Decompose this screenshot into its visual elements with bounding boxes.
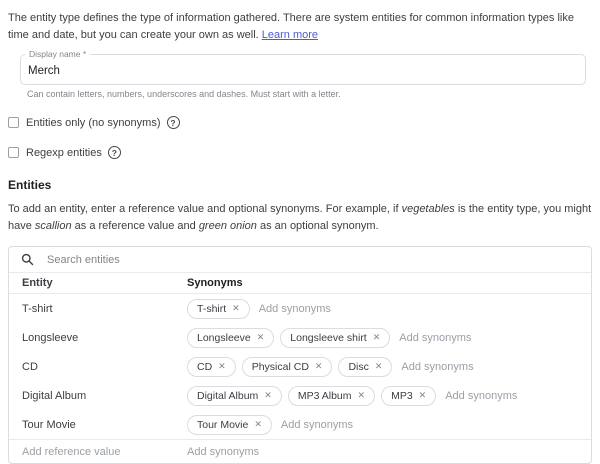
desc-part: is the entity type, you might have: [8, 203, 592, 232]
synonym-chip[interactable]: [288, 386, 375, 406]
intro-text: The entity type defines the type of information gathered. There are system entities for common information types like time and date, but you can create your own as well.: [8, 12, 574, 41]
entity-value[interactable]: Longsleeve: [22, 331, 79, 344]
table-row: [9, 352, 591, 381]
intro-paragraph: [8, 10, 593, 44]
search-entities-input[interactable]: [45, 247, 591, 272]
synonym-chip-label: MP3: [391, 389, 413, 402]
column-header-entity: Entity: [22, 277, 53, 289]
synonyms-cell: [187, 415, 591, 435]
entity-value[interactable]: T-shirt: [22, 302, 53, 315]
close-icon[interactable]: ✕: [357, 390, 366, 400]
entities-only-checkbox[interactable]: [8, 117, 19, 128]
table-body: [9, 293, 591, 439]
add-synonyms-field[interactable]: Add synonyms: [401, 360, 474, 373]
entities-table: [8, 246, 592, 464]
synonym-chip-label: CD: [197, 360, 213, 373]
close-icon[interactable]: ✕: [264, 390, 272, 400]
synonyms-cell: [187, 357, 591, 377]
add-synonyms-field[interactable]: Add synonyms: [258, 302, 331, 315]
entities-description: [8, 201, 593, 235]
add-synonyms-field[interactable]: Add synonyms: [445, 389, 518, 402]
search-row: [9, 247, 591, 272]
entities-heading: Entities: [8, 178, 52, 192]
close-icon[interactable]: ✕: [256, 332, 265, 342]
synonym-chip[interactable]: [187, 299, 250, 319]
display-name-label: Display name *: [25, 49, 90, 60]
synonym-chip-label: Longsleeve: [197, 331, 251, 344]
regexp-entities-row: [8, 146, 592, 159]
synonym-chip[interactable]: [187, 328, 274, 348]
desc-part-italic: vegetables: [401, 203, 455, 215]
search-icon: [21, 253, 34, 266]
close-icon[interactable]: ✕: [314, 361, 323, 371]
close-icon[interactable]: ✕: [218, 361, 226, 371]
synonym-chip[interactable]: [338, 357, 392, 377]
desc-part: To add an entity, enter a reference value and optional synonyms. For example, if: [8, 203, 402, 215]
desc-part-italic: scallion: [34, 220, 72, 232]
table-row: [9, 294, 591, 323]
column-header-synonyms: Synonyms: [187, 277, 243, 289]
synonym-chip[interactable]: [187, 415, 272, 435]
synonyms-cell: [187, 328, 591, 348]
add-synonyms-field[interactable]: Add synonyms: [187, 445, 260, 458]
synonyms-cell: [187, 386, 591, 406]
table-header-row: [9, 272, 591, 293]
entities-only-label: Entities only (no synonyms): [26, 116, 161, 129]
table-row: [9, 381, 591, 410]
add-synonyms-field[interactable]: Add synonyms: [399, 331, 472, 344]
synonym-chip-label: Physical CD: [251, 360, 309, 373]
synonym-chip-label: Longsleeve shirt: [290, 331, 367, 344]
display-name-field[interactable]: [20, 49, 586, 85]
help-icon[interactable]: ?: [108, 146, 121, 159]
synonym-chip[interactable]: [280, 328, 390, 348]
synonym-chip[interactable]: [242, 357, 333, 377]
synonym-chip-label: Tour Movie: [197, 418, 249, 431]
close-icon[interactable]: ✕: [254, 419, 262, 429]
add-entity-row: [9, 439, 591, 463]
close-icon[interactable]: ✕: [374, 361, 383, 371]
synonym-chip[interactable]: [187, 386, 282, 406]
close-icon[interactable]: ✕: [372, 332, 381, 342]
close-icon[interactable]: ✕: [418, 390, 427, 400]
display-name-helper-text: Can contain letters, numbers, underscores and dashes. Must start with a letter.: [27, 89, 341, 99]
table-row: [9, 323, 591, 352]
desc-part: as a reference value and: [71, 220, 199, 232]
entity-value[interactable]: Tour Movie: [22, 418, 76, 431]
synonym-chip-label: Digital Album: [197, 389, 259, 402]
display-name-input[interactable]: [21, 55, 585, 84]
synonym-chip[interactable]: [381, 386, 436, 406]
entity-value[interactable]: CD: [22, 360, 38, 373]
table-row: [9, 410, 591, 439]
regexp-entities-label: Regexp entities: [26, 146, 102, 159]
desc-part-italic: green onion: [198, 220, 257, 232]
close-icon[interactable]: ✕: [232, 303, 240, 313]
synonym-chip-label: Disc: [348, 360, 369, 373]
entity-value[interactable]: Digital Album: [22, 389, 87, 402]
synonyms-cell: [187, 299, 591, 319]
entities-only-row: [8, 116, 592, 129]
help-icon[interactable]: ?: [167, 116, 180, 129]
synonym-chip[interactable]: [187, 357, 236, 377]
learn-more-link[interactable]: Learn more: [261, 29, 319, 41]
regexp-entities-checkbox[interactable]: [8, 147, 19, 158]
desc-part: as an optional synonym.: [256, 220, 379, 232]
synonym-chip-label: T-shirt: [197, 302, 227, 315]
synonym-chip-label: MP3 Album: [297, 389, 352, 402]
add-synonyms-field[interactable]: Add synonyms: [280, 418, 354, 431]
add-reference-value-field[interactable]: Add reference value: [22, 445, 121, 458]
